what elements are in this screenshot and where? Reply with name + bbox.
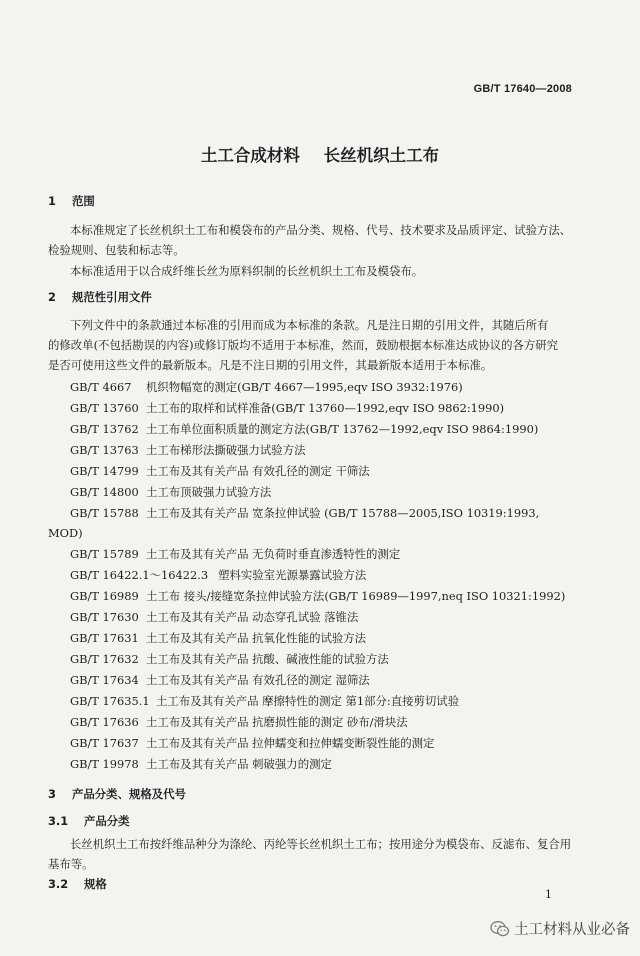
subsection-number: 3.2: [48, 877, 69, 891]
reference-title: 塑料实验室光源暴露试验方法: [218, 568, 367, 582]
reference-title: 土工布的取样和试样准备(GB/T 13760—1992,eqv ISO 9862:1990): [146, 401, 505, 415]
page-number: 1: [545, 888, 552, 901]
reference-item: [70, 485, 271, 499]
refs-intro-line: 是否可使用这些文件的最新版本。凡是不注日期的引用文件，其最新版本适用于本标准。: [48, 358, 493, 372]
class-paragraph-line: 基布等。: [48, 857, 94, 871]
section-title: 范围: [72, 194, 95, 208]
reference-continuation: MOD): [48, 526, 83, 540]
reference-title: 土工布梯形法撕破强力试验方法: [146, 443, 306, 457]
section-number: 2: [48, 290, 56, 304]
subsection-heading-3-1: [48, 814, 130, 828]
reference-code: GB/T 13760: [70, 401, 139, 415]
scope-paragraph-line: 检验规则、包装和标志等。: [48, 243, 185, 257]
reference-title: 土工布及其有关产品 刺破强力的测定: [146, 757, 332, 771]
reference-title: 土工布及其有关产品 抗磨损性能的测定 砂布/滑块法: [146, 715, 408, 729]
reference-item: [70, 589, 565, 603]
reference-code: GB/T 17635.1: [70, 694, 150, 708]
reference-code: GB/T 15788: [70, 506, 139, 520]
reference-title: 土工布及其有关产品 抗氧化性能的试验方法: [146, 631, 367, 645]
reference-code: GB/T 19978: [70, 757, 139, 771]
reference-code: GB/T 15789: [70, 547, 139, 561]
reference-item: [70, 694, 459, 708]
document-title: 土工合成材料 长丝机织土工布: [200, 146, 440, 165]
reference-title: 土工布单位面积质量的测定方法(GB/T 13762—1992,eqv ISO 9864:1990): [146, 422, 539, 436]
reference-title: 土工布顶破强力试验方法: [146, 485, 272, 499]
reference-code: GB/T 4667: [70, 380, 132, 394]
section-heading-1: [48, 194, 95, 208]
standard-code: GB/T 17640—2008: [473, 83, 572, 95]
class-paragraph-line: 长丝机织土工布按纤维品种分为涤纶、丙纶等长丝机织土工布；按用途分为模袋布、反滤布、复合用: [70, 837, 572, 851]
subsection-number: 3.1: [48, 814, 69, 828]
reference-title: 土工布及其有关产品 抗酸、碱液性能的试验方法: [146, 652, 389, 666]
reference-code: GB/T 16989: [70, 589, 139, 603]
reference-item: [70, 568, 366, 582]
reference-item: [70, 401, 504, 415]
reference-item: [70, 464, 370, 478]
reference-title: 土工布及其有关产品 动态穿孔试验 落锥法: [146, 610, 359, 624]
reference-code: GB/T 17634: [70, 673, 139, 687]
section-number: 1: [48, 194, 56, 208]
reference-code: GB/T 13762: [70, 422, 139, 436]
reference-item: [70, 757, 332, 771]
reference-title: 土工布及其有关产品 无负荷时垂直渗透特性的测定: [146, 547, 401, 561]
reference-code: GB/T 17632: [70, 652, 139, 666]
reference-item: [70, 715, 408, 729]
reference-title: 土工布及其有关产品 摩擦特性的测定 第1部分:直接剪切试验: [156, 694, 460, 708]
section-number: 3: [48, 787, 56, 801]
subsection-title: 产品分类: [84, 814, 130, 828]
refs-intro-line: 下列文件中的条款通过本标准的引用而成为本标准的条款。凡是注日期的引用文件，其随后所有: [70, 318, 549, 332]
reference-item: [70, 631, 366, 645]
reference-title: 机织物幅宽的测定(GB/T 4667—1995,eqv ISO 3932:1976): [146, 380, 463, 394]
section-title: 产品分类、规格及代号: [72, 787, 186, 801]
reference-code: GB/T 13763: [70, 443, 139, 457]
reference-code: GB/T 14799: [70, 464, 139, 478]
reference-title: 土工布及其有关产品 宽条拉伸试验 (GB/T 15788—2005,ISO 10319:1993,: [146, 506, 540, 520]
reference-title: 土工布及其有关产品 有效孔径的测定 干筛法: [146, 464, 370, 478]
subsection-title: 规格: [84, 877, 107, 891]
subsection-heading-3-2: [48, 877, 107, 891]
reference-code: GB/T 16422.1～16422.3: [70, 568, 209, 582]
reference-code: GB/T 17631: [70, 631, 139, 645]
reference-code: GB/T 17636: [70, 715, 139, 729]
refs-intro-line: 的修改单(不包括勘误的内容)或修订版均不适用于本标准，然而，鼓励根据本标准达成协议的各方研究: [48, 338, 559, 352]
reference-item: [70, 652, 389, 666]
wechat-logo-icon: [490, 920, 510, 938]
scope-paragraph-line: 本标准适用于以合成纤维长丝为原料织制的长丝机织土工布及模袋布。: [70, 264, 424, 278]
reference-item: [70, 506, 539, 520]
section-heading-3: [48, 787, 186, 801]
reference-item: [70, 422, 538, 436]
reference-code: GB/T 17630: [70, 610, 139, 624]
reference-code: GB/T 17637: [70, 736, 139, 750]
scope-paragraph-line: 本标准规定了长丝机织土工布和模袋布的产品分类、规格、代号、技术要求及品质评定、试验方法、: [70, 223, 572, 237]
section-heading-2: [48, 290, 152, 304]
section-title: 规范性引用文件: [72, 290, 152, 304]
reference-item: [70, 736, 434, 750]
reference-item: [70, 610, 358, 624]
reference-title: 土工布及其有关产品 拉伸蠕变和拉伸蠕变断裂性能的测定: [146, 736, 435, 750]
reference-title: 土工布及其有关产品 有效孔径的测定 湿筛法: [146, 673, 370, 687]
reference-item: [70, 380, 463, 394]
reference-item: [70, 673, 370, 687]
reference-title: 土工布 接头/接缝宽条拉伸试验方法(GB/T 16989—1997,neq ISO 10321:1992): [146, 589, 566, 603]
reference-code: GB/T 14800: [70, 485, 139, 499]
watermark: [490, 918, 630, 939]
reference-item: [70, 443, 305, 457]
watermark-text: 土工材料从业必备: [514, 922, 630, 938]
reference-item: [70, 547, 400, 561]
